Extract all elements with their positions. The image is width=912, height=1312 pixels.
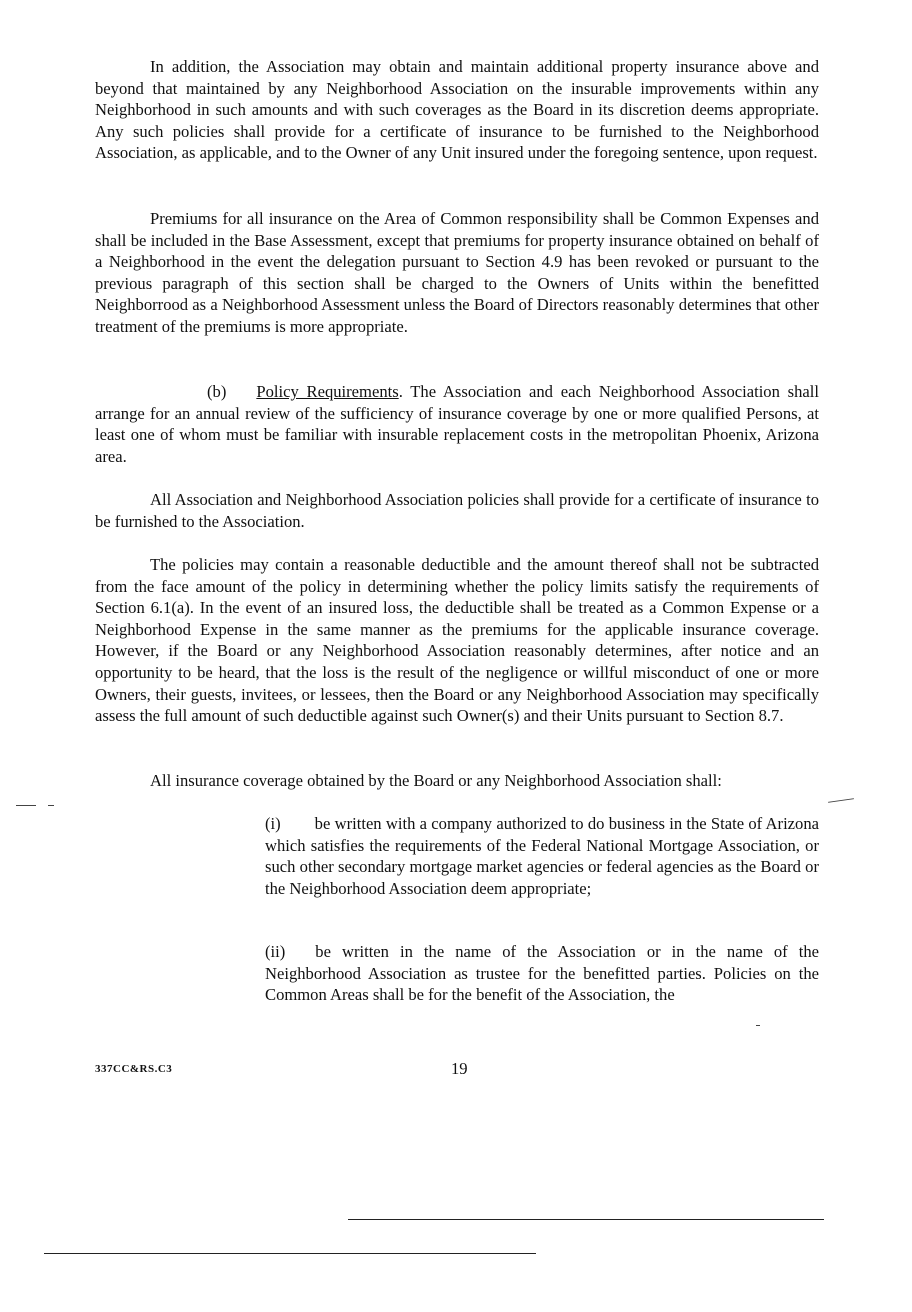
list-item-text: be written with a company authorized to do business in the State of Arizona which satisfies the requirements of the Federal National Mortgage Association, or such other secondary mortgage market agencies or federal agencies as the Board or the Neighborhood Association deem appropriate; [265, 814, 819, 898]
paragraph-policy-requirements [95, 381, 819, 467]
section-heading: Policy Requirements [256, 382, 399, 401]
document-code: 337CC&RS.C3 [95, 1063, 173, 1075]
list-item [265, 813, 819, 899]
paragraph-coverage-intro: All insurance coverage obtained by the Board or any Neighborhood Association shall: [150, 771, 722, 790]
page-number: 19 [451, 1059, 468, 1078]
section-body: . The Association and each Neighborhood Association shall arrange for an annual review of the sufficiency of insurance coverage by one or more qualified Persons, at least one of whom must be familiar with insurable replacement costs in the metropolitan Phoenix, Arizona area. [95, 382, 819, 466]
list-item [265, 941, 819, 1006]
scan-mark [756, 1025, 760, 1026]
scan-mark [48, 805, 54, 806]
list-item-marker: (i) [265, 814, 281, 833]
list-item-marker: (ii) [265, 942, 286, 961]
list-item-text: be written in the name of the Association or in the name of the Neighborhood Association as trustee for the benefitted parties. Policies on the Common Areas shall be for the benefit of the Association, the [265, 942, 819, 1005]
paragraph-certificate: All Association and Neighborhood Association policies shall provide for a certificate of insurance to be furnished to the Association. [95, 490, 819, 531]
scan-mark [828, 798, 854, 803]
paragraph-premiums: Premiums for all insurance on the Area of Common responsibility shall be Common Expenses and shall be included in the Base Assessment, except that premiums for property insurance obtained on behalf of a Neighborhood in the event the delegation pursuant to Section 4.9 has been revoked or pursuant to the previous paragraph of this section shall be charged to the Owners of Units within the benefitted Neighborrood as a Neighborhood Assessment unless the Board of Directors reasonably determines that other treatment of the premiums is more appropriate. [95, 209, 819, 336]
paragraph-deductible: The policies may contain a reasonable deductible and the amount thereof shall not be subtracted from the face amount of the policy in determining whether the policy limits satisfy the requirements of Section 6.1(a). In the event of an insured loss, the deductible shall be treated as a Common Expense or a Neighborhood Expense in the same manner as the premiums for the applicable insurance coverage. However, if the Board or any Neighborhood Association reasonably determines, after notice and an opportunity to be heard, that the loss is the result of the negligence or willful misconduct of one or more Owners, their guests, invitees, or lessees, then the Board or any Neighborhood Association may specifically assess the full amount of such deductible against such Owner(s) and their Units pursuant to Section 8.7. [95, 555, 819, 726]
scan-mark [16, 805, 36, 806]
section-marker: (b) [207, 382, 227, 401]
scan-line [44, 1253, 536, 1254]
scan-line [348, 1219, 824, 1220]
paragraph-additional-insurance: In addition, the Association may obtain and maintain additional property insurance above and beyond that maintained by any Neighborhood Association on the insurable improvements within any Neighborhood in such amounts and with such coverages as the Board in its discretion deems appropriate. Any such policies shall provide for a certificate of insurance to be furnished to the Neighborhood Association, as applicable, and to the Owner of any Unit insured under the foregoing sentence, upon request. [95, 57, 819, 163]
